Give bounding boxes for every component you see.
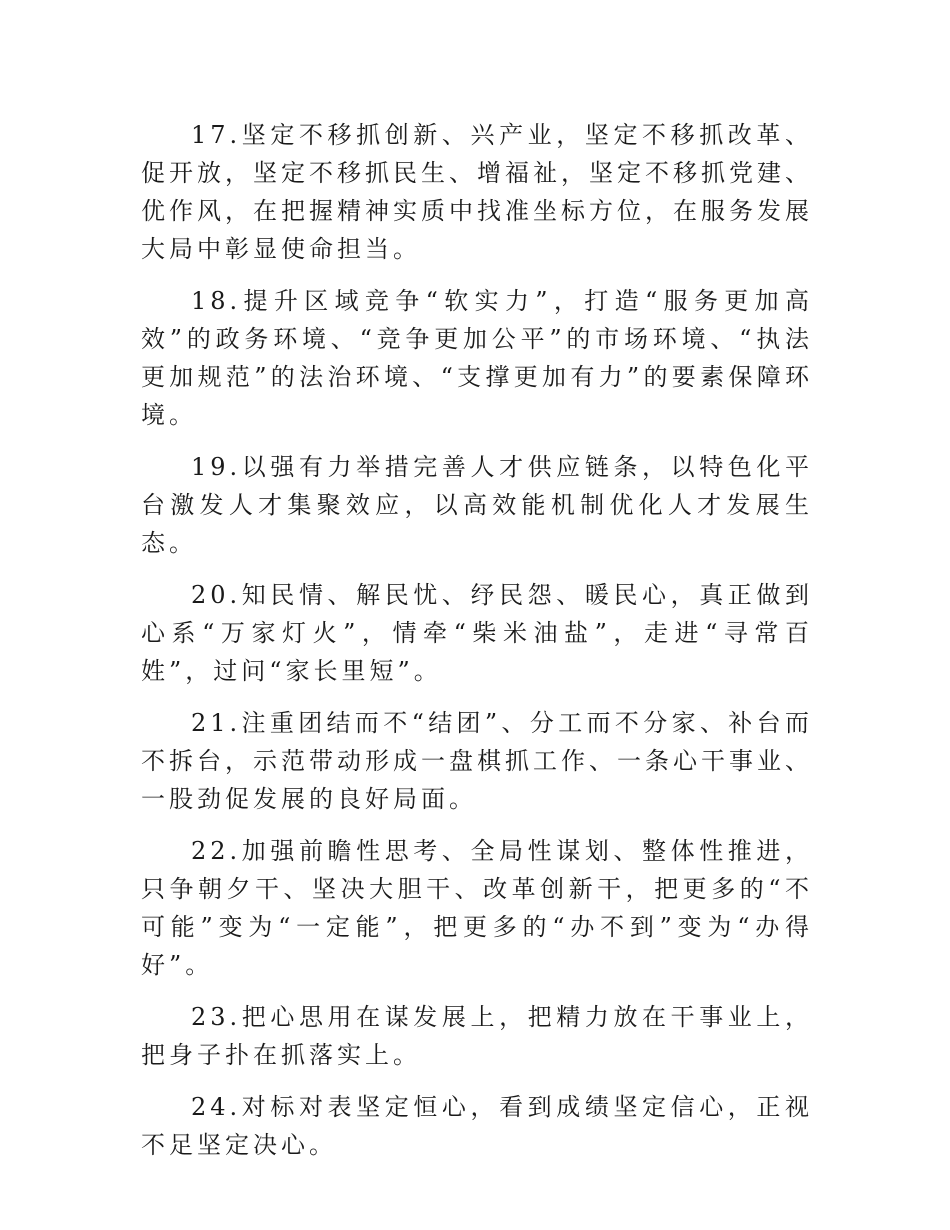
paragraph-23: 23.把心思用在谋发展上，把精力放在干事业上，把身子扑在抓落实上。 xyxy=(141,1003,813,1069)
paragraph-21: 21.注重团结而不“结团”、分工而不分家、补台而不拆台，示范带动形成一盘棋抓工作、一条心干事业、一股劲促发展的良好局面。 xyxy=(141,709,813,813)
document-body xyxy=(141,116,813,1178)
paragraph-24: 24.对标对表坚定恒心，看到成绩坚定信心，正视不足坚定决心。 xyxy=(141,1093,813,1159)
paragraph-19: 19.以强有力举措完善人才供应链条，以特色化平台激发人才集聚效应，以高效能机制优化人才发展生态。 xyxy=(141,453,813,557)
paragraph-20: 20.知民情、解民忧、纾民怨、暖民心，真正做到心系“万家灯火”，情牵“柴米油盐”，走进“寻常百姓”，过问“家长里短”。 xyxy=(141,581,813,685)
paragraph-18: 18.提升区域竞争“软实力”，打造“服务更加高效”的政务环境、“竞争更加公平”的市场环境、“执法更加规范”的法治环境、“支撑更加有力”的要素保障环境。 xyxy=(141,287,813,429)
paragraph-17: 17.坚定不移抓创新、兴产业，坚定不移抓改革、促开放，坚定不移抓民生、增福祉，坚定不移抓党建、优作风，在把握精神实质中找准坐标方位，在服务发展大局中彰显使命担当。 xyxy=(141,121,813,263)
paragraph-22: 22.加强前瞻性思考、全局性谋划、整体性推进，只争朝夕干、坚决大胆干、改革创新干，把更多的“不可能”变为“一定能”，把更多的“办不到”变为“办得好”。 xyxy=(141,837,813,979)
